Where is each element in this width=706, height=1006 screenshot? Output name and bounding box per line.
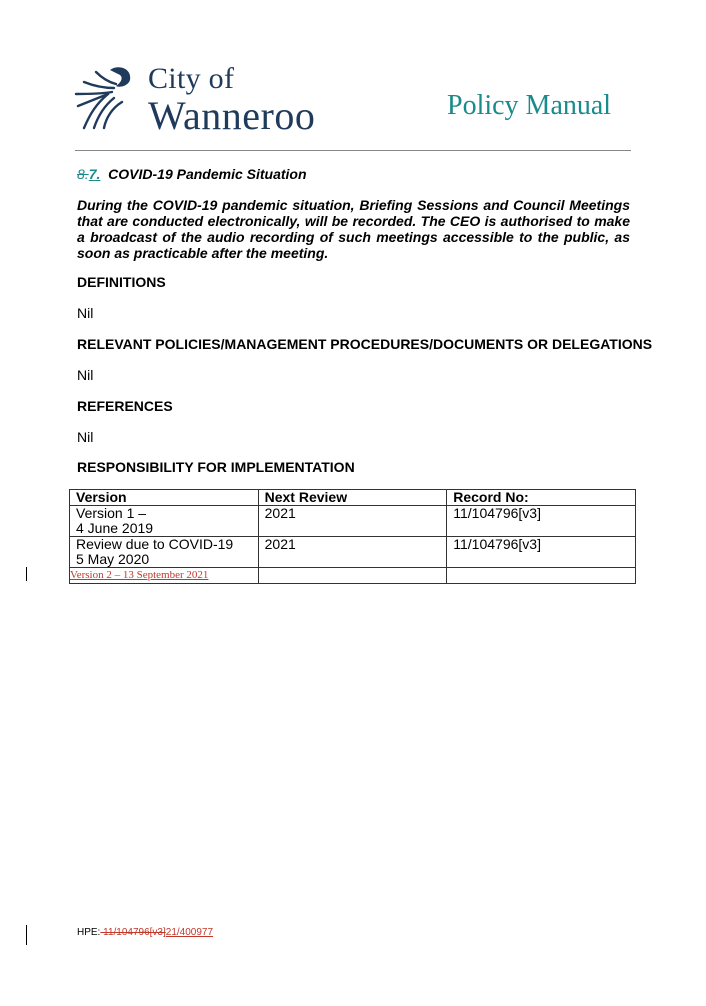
next-review-cell: [258, 568, 447, 584]
table-row: [70, 537, 636, 568]
deleted-section-number: 8.: [77, 166, 89, 182]
version-cell: [70, 506, 259, 537]
change-bar: [26, 567, 27, 581]
next-review-cell: 2021: [258, 537, 447, 568]
version-cell: [70, 537, 259, 568]
table-header-row: [70, 490, 636, 506]
table-header-version: Version: [70, 490, 259, 506]
inserted-version-cell: Version 2 – 13 September 2021: [70, 568, 259, 584]
relevant-policies-value: Nil: [77, 367, 94, 383]
definitions-value: Nil: [77, 305, 94, 321]
table-header-record-no: Record No:: [447, 490, 636, 506]
record-no-cell: 11/104796[v3]: [447, 506, 636, 537]
footer-inserted-ref: 21/400977: [165, 927, 214, 938]
version-date: 5 May 2020: [76, 551, 150, 567]
version-date: 4 June 2019: [76, 520, 154, 536]
footer-deleted-ref: 11/104796[v3]: [100, 927, 166, 938]
record-no-cell: 11/104796[v3]: [447, 537, 636, 568]
inserted-section-number: 7.: [88, 166, 101, 182]
references-heading: REFERENCES: [77, 398, 173, 414]
responsibility-heading: RESPONSIBILITY FOR IMPLEMENTATION: [77, 459, 355, 475]
header-divider: [75, 150, 631, 151]
relevant-policies-heading: RELEVANT POLICIES/MANAGEMENT PROCEDURES/DOCUMENTS OR DELEGATIONS: [77, 336, 653, 352]
section-paragraph: During the COVID-19 pandemic situation, Briefing Sessions and Council Meetings that are conducted electronically, will be recorded. The CEO is authorised to make a broadcast of the audio recording of such meetings accessible to the public, as soon as practicable after the meeting.: [77, 197, 630, 261]
version-line: Review due to COVID-19: [76, 536, 234, 552]
version-line: Version 1 –: [76, 505, 147, 521]
logo-wanneroo-text: Wanneroo: [148, 93, 316, 138]
footer-prefix: HPE:: [77, 927, 101, 938]
table-header-next-review: Next Review: [258, 490, 447, 506]
next-review-cell: 2021: [258, 506, 447, 537]
section-heading: [77, 166, 307, 182]
table-row: [70, 506, 636, 537]
section-title: COVID-19 Pandemic Situation: [108, 166, 307, 182]
version-table: [69, 489, 636, 584]
wanneroo-emblem-icon: [74, 64, 136, 130]
record-no-cell: [447, 568, 636, 584]
policy-manual-title: Policy Manual: [447, 90, 612, 121]
change-bar: [26, 925, 27, 945]
city-logo: [74, 62, 324, 138]
footer-hpe-reference: [77, 927, 213, 938]
table-row: [70, 568, 636, 584]
references-value: Nil: [77, 429, 94, 445]
logo-city-text: City of: [148, 62, 235, 95]
definitions-heading: DEFINITIONS: [77, 274, 166, 290]
